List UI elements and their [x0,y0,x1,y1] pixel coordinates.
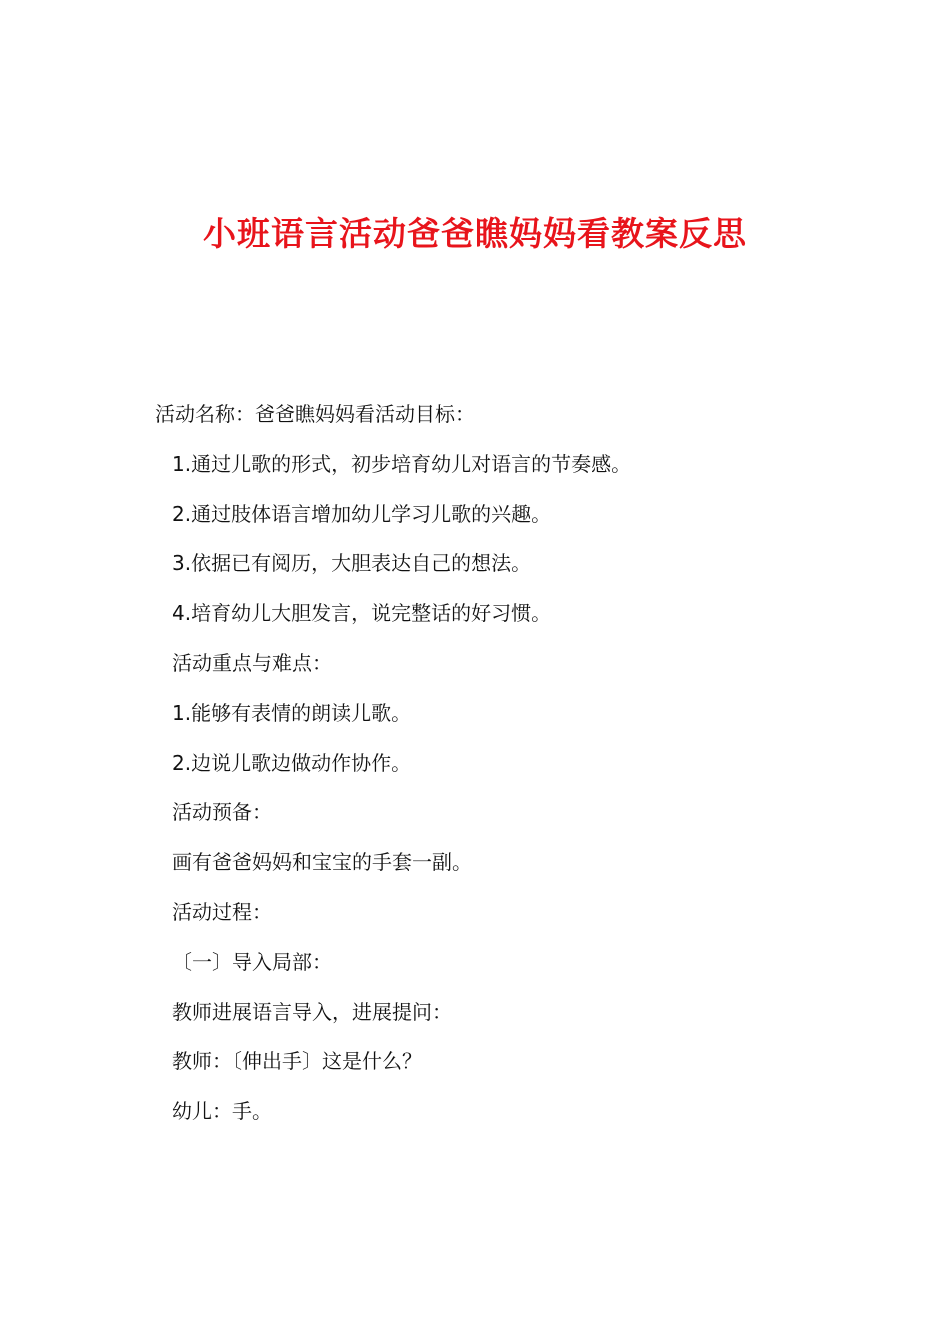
paragraph-goal-3: 3.依据已有阅历，大胆表达自己的想法。 [172,551,532,576]
section-heading-key-points: 活动重点与难点： [172,650,332,675]
paragraph-preparation: 画有爸爸妈妈和宝宝的手套一副。 [172,850,472,875]
paragraph-activity-name: 活动名称：爸爸瞧妈妈看活动目标： [155,402,475,426]
subsection-heading-introduction: 〔一〕导入局部： [172,949,332,974]
paragraph-goal-1: 1.通过儿歌的形式，初步培育幼儿对语言的节奏感。 [172,451,632,476]
dialogue-teacher: 教师：〔伸出手〕这是什么？ [172,1049,422,1074]
document-title: 小班语言活动爸爸瞧妈妈看教案反思 [203,214,747,253]
section-heading-preparation: 活动预备： [172,800,272,825]
paragraph-goal-2: 2.通过肢体语言增加幼儿学习儿歌的兴趣。 [172,501,552,526]
document-body [0,390,950,1137]
paragraph-goal-4: 4.培育幼儿大胆发言，说完整话的好习惯。 [172,601,552,626]
dialogue-child: 幼儿：手。 [172,1099,272,1124]
paragraph-introduction: 教师进展语言导入，进展提问： [172,999,452,1024]
paragraph-key-point-2: 2.边说儿歌边做动作协作。 [172,750,412,775]
section-heading-process: 活动过程： [172,899,272,924]
paragraph-key-point-1: 1.能够有表情的朗读儿歌。 [172,700,412,725]
